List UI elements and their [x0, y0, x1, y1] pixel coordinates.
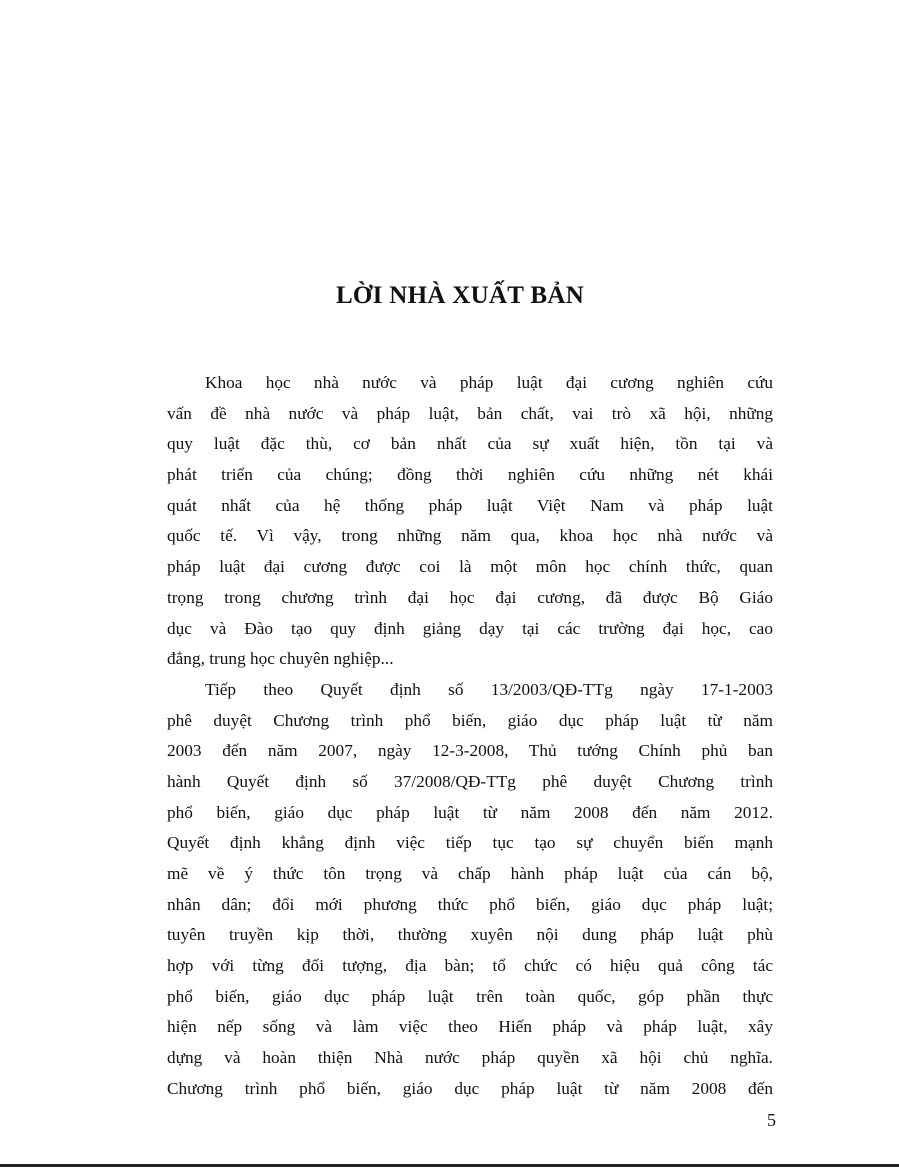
text-line: mẽ về ý thức tôn trọng và chấp hành pháp luật của cán bộ,	[167, 864, 773, 883]
text-line: dục và Đào tạo quy định giảng dạy tại các trường đại học, cao	[167, 618, 773, 638]
text-line: Tiếp theo Quyết định số 13/2003/QĐ-TTg ngày 17-1-2003	[205, 679, 773, 699]
text-line: quát nhất của hệ thống pháp luật Việt Nam và pháp luật	[167, 495, 773, 515]
bottom-rule	[0, 1164, 899, 1167]
text-line: quốc tế. Vì vậy, trong những năm qua, khoa học nhà nước và	[167, 526, 773, 546]
text-line: 2003 đến năm 2007, ngày 12-3-2008, Thủ tướng Chính phủ ban	[167, 741, 773, 761]
text-line: phê duyệt Chương trình phổ biến, giáo dục pháp luật từ năm	[167, 710, 773, 730]
text-line: đẳng, trung học chuyên nghiệp...	[167, 649, 394, 669]
page-number: 5	[767, 1110, 776, 1130]
body-text	[167, 368, 773, 1105]
text-line: Quyết định khẳng định việc tiếp tục tạo sự chuyển biến mạnh	[167, 833, 773, 853]
text-line: phổ biến, giáo dục pháp luật từ năm 2008 đến năm 2012.	[167, 802, 773, 822]
text-line: vấn đề nhà nước và pháp luật, bản chất, vai trò xã hội, những	[167, 403, 773, 423]
text-line: dựng và hoàn thiện Nhà nước pháp quyền xã hội chủ nghĩa.	[167, 1048, 773, 1068]
page-title: LỜI NHÀ XUẤT BẢN	[335, 282, 585, 309]
text-line: pháp luật đại cương được coi là một môn học chính thức, quan	[167, 557, 773, 577]
text-line: tuyên truyền kịp thời, thường xuyên nội dung pháp luật phù	[167, 925, 773, 945]
text-line: nhân dân; đổi mới phương thức phổ biến, giáo dục pháp luật;	[167, 894, 773, 914]
text-line: Chương trình phổ biến, giáo dục pháp luật từ năm 2008 đến	[167, 1078, 773, 1098]
text-line: hiện nếp sống và làm việc theo Hiến pháp và pháp luật, xây	[167, 1017, 773, 1037]
text-line: phổ biến, giáo dục pháp luật trên toàn quốc, góp phần thực	[167, 986, 773, 1006]
text-line: hợp với từng đối tượng, địa bàn; tổ chức có hiệu quả công tác	[167, 956, 773, 976]
text-line: hành Quyết định số 37/2008/QĐ-TTg phê duyệt Chương trình	[167, 771, 773, 791]
text-line: phát triển của chúng; đồng thời nghiên cứu những nét khái	[167, 465, 773, 485]
text-line: quy luật đặc thù, cơ bản nhất của sự xuất hiện, tồn tại và	[167, 434, 773, 454]
text-line: trọng trong chương trình đại học đại cương, đã được Bộ Giáo	[167, 587, 773, 607]
text-line: Khoa học nhà nước và pháp luật đại cương nghiên cứu	[205, 373, 773, 392]
